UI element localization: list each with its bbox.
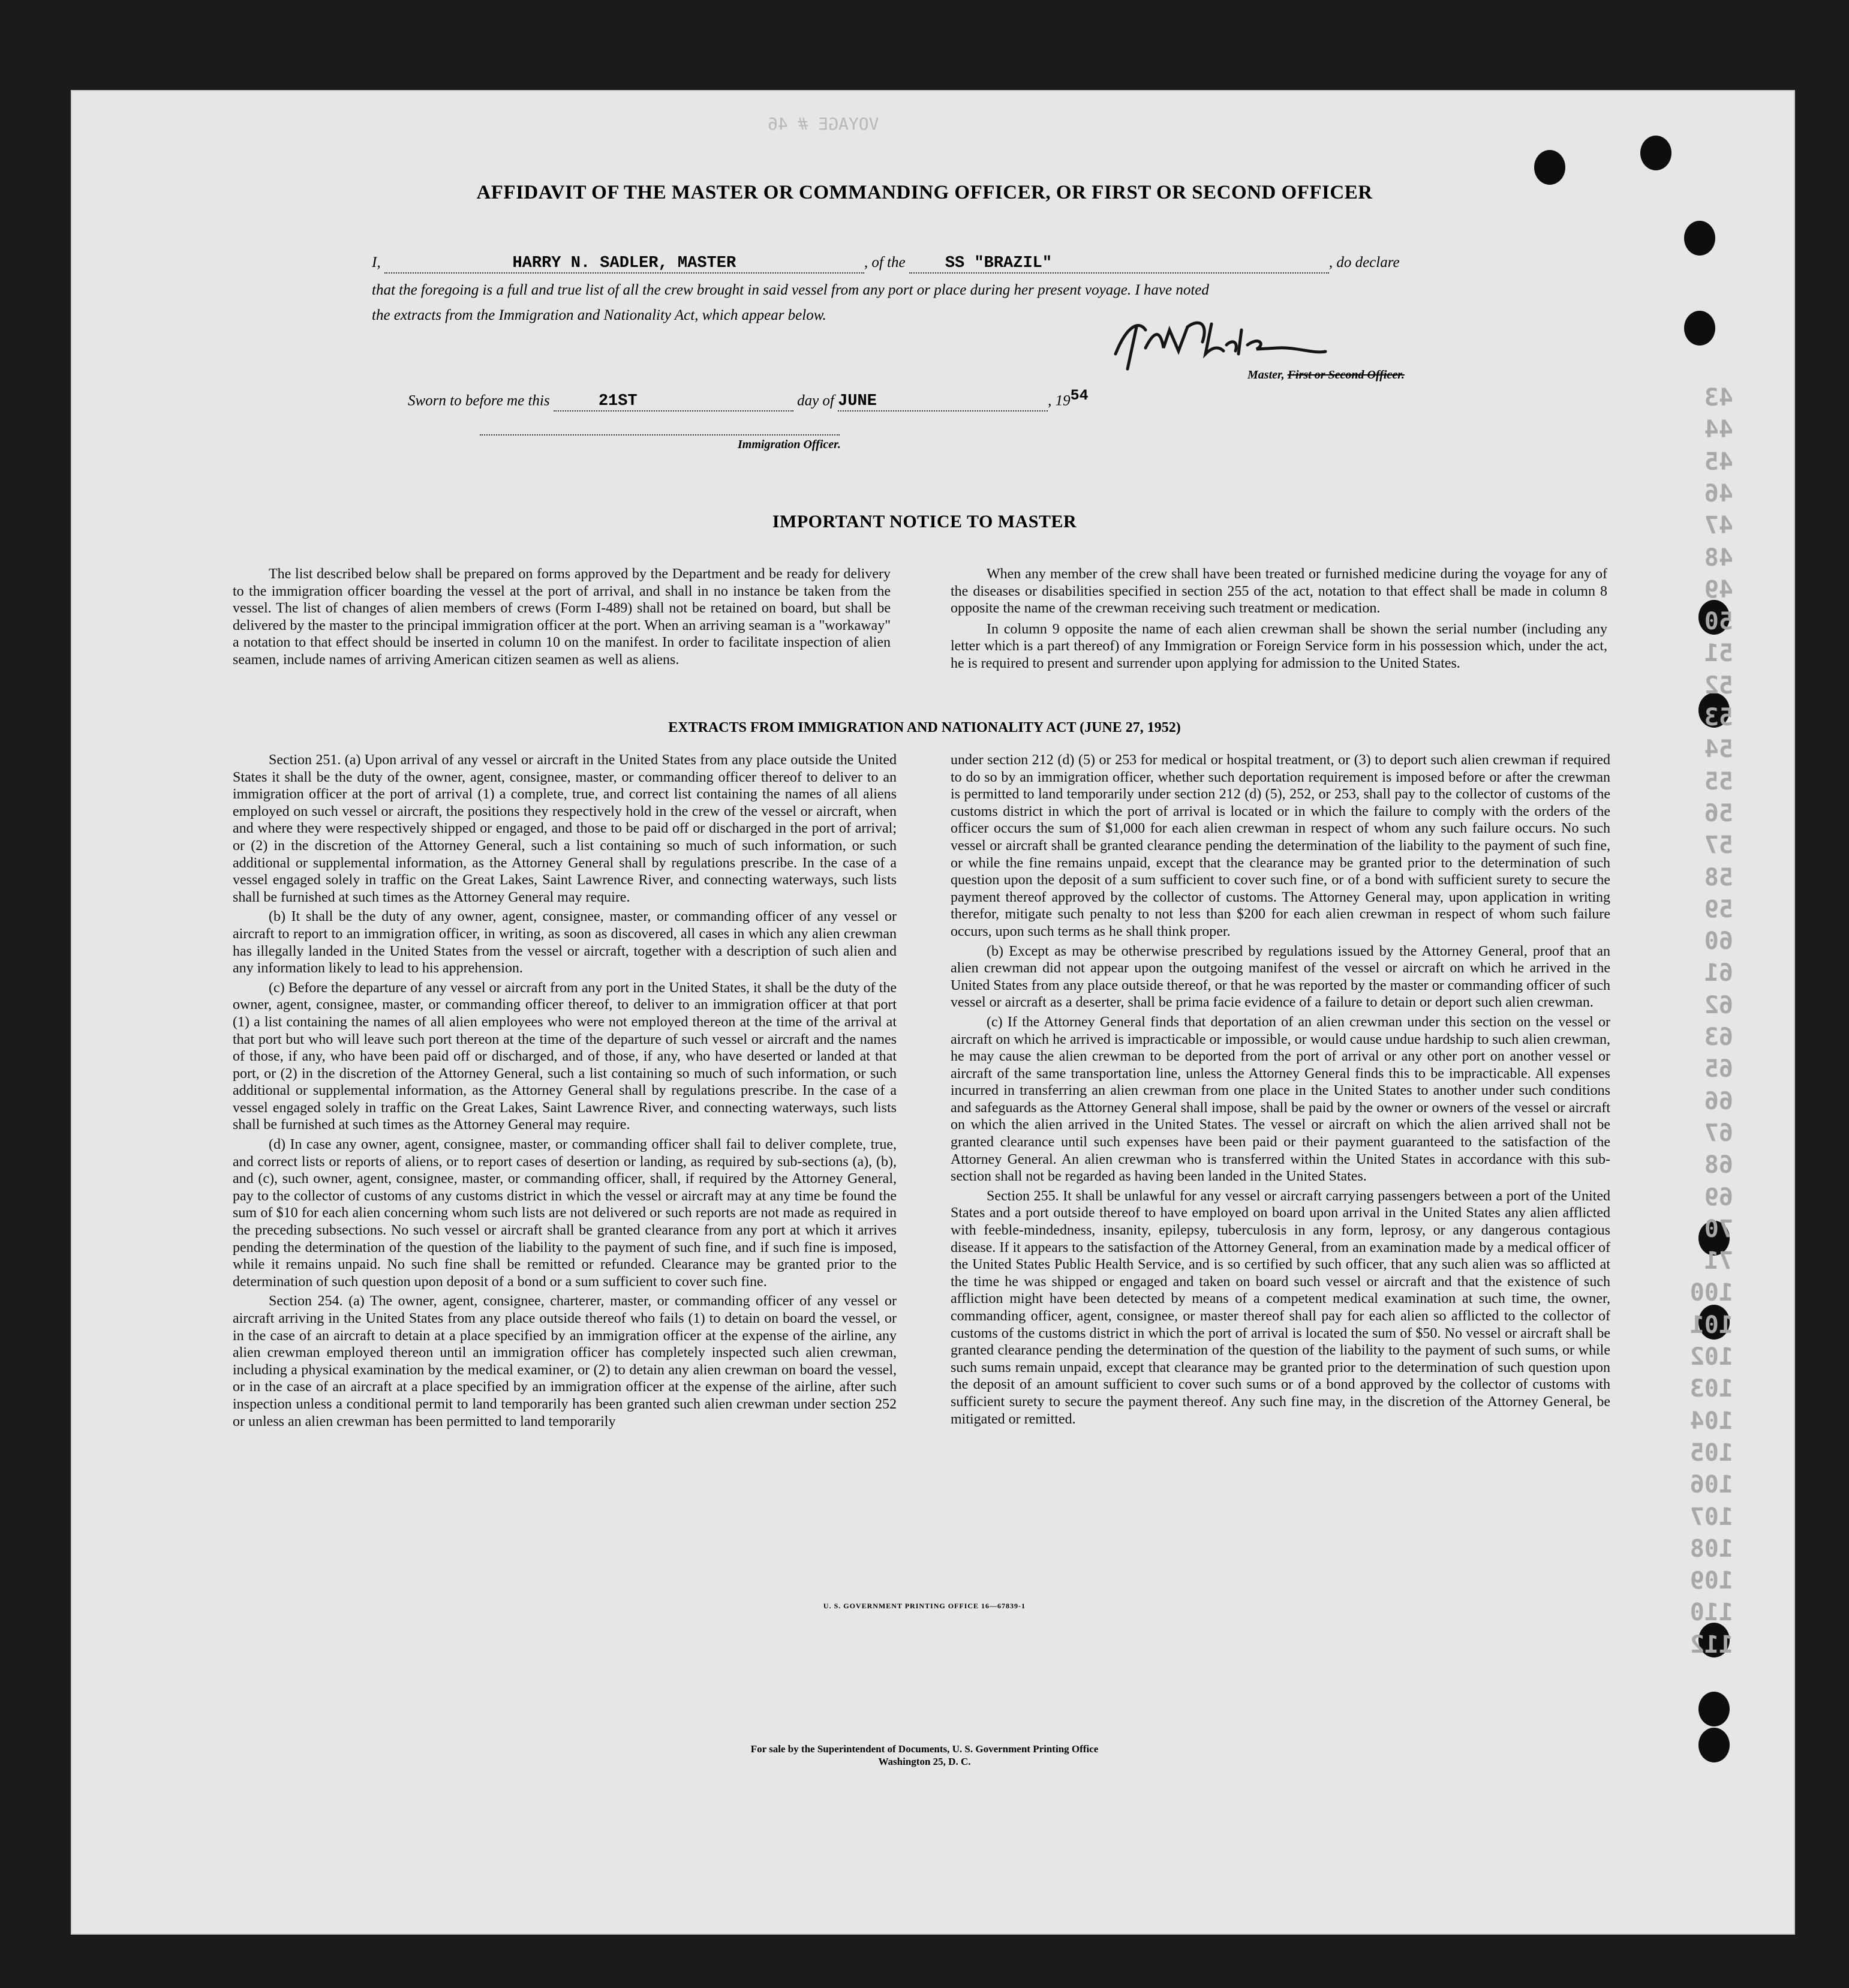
notice-right-paragraph: When any member of the crew shall have been treated or furnished medicine during the voyage for any of the diseases or disabilities specified in section 255 of the act, notation to that effect shall be made in column 8 opposite the name of the crewman receiving such treatment or medication. [951,566,1607,617]
for-sale-notice [0,1743,1849,1768]
bleed-through-number: 63 [1704,1023,1733,1051]
declaration-line [372,254,1400,274]
bleed-through-number: 109 [1689,1567,1733,1595]
bleed-through-number: 53 [1704,704,1733,731]
notice-right-paragraph: In column 9 opposite the name of each alien crewman shall be shown the serial number (including any letter which is a part thereof) of any Immigration or Foreign Service form in his possession which, under the act, he is required to present and surrender upon applying for admission to the United States. [951,621,1607,671]
extracts-right-column [951,752,1610,1430]
extracts-left-column [233,752,897,1433]
master-name: HARRY N. SADLER, MASTER [512,254,736,272]
bleed-through-number: 104 [1689,1407,1733,1435]
washington-line: Washington 25, D. C. [878,1756,971,1767]
bleed-through-number: 67 [1704,1119,1733,1147]
punch-hole [1698,1692,1730,1726]
notice-left-paragraph: The list described below shall be prepared on forms approved by the Department and be ready for delivery to the immigration officer boarding the vessel at the port of arrival, and shall in no instance be taken from the vessel. The list of changes of alien members of crews (Form I-489) shall not be retained on board, but shall be delivered by the master to the principal immigration officer at the port. When an arriving seaman is a "workaway" a notation to that effect should be inserted in column 10 on the manifest. In order to facilitate inspection of alien seamen, include names of arriving American citizen seamen as well as aliens. [233,566,891,668]
bleed-through-number: 100 [1689,1279,1733,1307]
bleed-through-number: 61 [1704,959,1733,987]
bleed-through-number: 49 [1704,575,1733,603]
signature-caption [1247,368,1405,382]
immigration-officer-caption: Immigration Officer. [738,438,841,451]
bleed-through-number: 45 [1704,448,1733,476]
extracts-title: EXTRACTS FROM IMMIGRATION AND NATIONALITY ACT (JUNE 27, 1952) [668,720,1181,735]
extract-paragraph: (c) If the Attorney General finds that deportation of an alien crewman under this section on the vessel or aircraft on which he arrived is impracticable or impossible, or would cause undue hardship to such alien crewman, he may cause the alien crewman to be deported from the port of arrival or any other port on another vessel or aircraft of the same transportation line, unless the Attorney General finds this to be impracticable. All expenses incurred in transferring an alien crewman from one place in the United States to another under such conditions and safeguards as the Attorney General shall impose, shall be paid by the owner or owners of the vessel or aircraft on which the alien arrived in the United States. The vessel or aircraft on which the alien arrived shall not be granted clearance until such expenses have been paid or their payment guaranteed to the satisfaction of the Attorney General. An alien crewman who is transferred within the United States in accordance with this sub-section shall not be regarded as having been landed in the United States. [951,1014,1610,1185]
sworn-day: 21ST [598,392,638,411]
notice-title: IMPORTANT NOTICE TO MASTER [772,512,1077,531]
declaration-prefix: I, [372,254,381,271]
notice-left-column [233,566,891,671]
bleed-through-number: 56 [1704,799,1733,827]
bleed-through-number: 52 [1704,671,1733,699]
bleed-through-number: 44 [1704,416,1733,444]
bleed-through-number: 58 [1704,863,1733,891]
sworn-label: Sworn to before me this [408,392,550,409]
affidavit-title: AFFIDAVIT OF THE MASTER OR COMMANDING OFFICER, OR FIRST OR SECOND OFFICER [476,182,1373,203]
bleed-through-number: 68 [1704,1151,1733,1179]
printing-office-line: U. S. GOVERNMENT PRINTING OFFICE 16—67839-1 [823,1602,1026,1610]
bleed-through-number: 102 [1689,1343,1733,1371]
of-the-label: , of the [864,254,906,271]
bleed-through-number: 60 [1704,927,1733,956]
extract-paragraph: (c) Before the departure of any vessel or aircraft from any port in the United States, it shall be the duty of the owner, agent, consignee, master, or commanding officer thereof, to deliver to an immigration officer at that port (1) a list containing the names of all alien employees who were not employed thereon at the time of the arrival at that port but who will leave such port thereon at the time of the departure of such vessel or aircraft and the names of those, if any, who have been paid off or discharged, and of those, if any, who have deserted or landed at that port, or (2) in the discretion of the Attorney General, such a list containing so much of such information, or such additional or supplemental information, as the Attorney General shall by regulations prescribe. In the case of a vessel engaged solely in traffic on the Great Lakes, Saint Lawrence River, and connecting waterways, such lists shall be furnished at such times as the Attorney General may require. [233,980,897,1133]
vessel-name: SS "BRAZIL" [945,254,1053,272]
bleed-through-number: 50 [1704,608,1733,636]
sworn-line [408,387,1089,412]
bleed-through-number: 105 [1689,1439,1733,1467]
bleed-through-number: 112 [1689,1630,1733,1659]
bleed-through-number: 55 [1704,767,1733,795]
punch-hole [1684,311,1715,346]
bleed-through-number: 43 [1704,384,1733,412]
bleed-through-number: 101 [1689,1311,1733,1339]
sworn-month: JUNE [838,392,877,411]
punch-hole [1640,136,1671,170]
punch-hole [1684,221,1715,256]
bleed-through-number: 48 [1704,543,1733,572]
bleed-through-number: 57 [1704,831,1733,860]
bleed-through-number: 51 [1704,639,1733,668]
bleed-through-number: 46 [1704,479,1733,507]
master-caption: Master, [1247,368,1285,382]
do-declare-label: , do declare [1328,254,1400,271]
extract-paragraph: (b) Except as may be otherwise prescribed by regulations issued by the Attorney General, proof that an alien crewman did not appear upon the outgoing manifest of the vessel or aircraft on which he arrived in the United States from any place outside thereof, or that he was reported by the master or commanding officer of such vessel or aircraft as a deserter, shall be prima facie evidence of a failure to detain or deport such alien crewman. [951,943,1610,1011]
bleed-through-number: 106 [1689,1471,1733,1499]
extract-paragraph: (b) It shall be the duty of any owner, agent, consignee, master, or commanding officer of any vessel or aircraft to report to an immigration officer, in writing, as soon as discovered, all cases in which any alien crewman has illegally landed in the United States from the vessel or aircraft, together with a description of such alien and any information likely to lead to his apprehension. [233,909,897,977]
extract-paragraph: (d) In case any owner, agent, consignee, master, or commanding officer shall fail to deliver complete, true, and correct lists or reports of aliens, or to report cases of desertion or landing, as required by sub-sections (a), (b), and (c), such owner, agent, consignee, master, or commanding officer, shall, if required by the Attorney General, pay to the collector of customs of any customs district in which the vessel or aircraft may at any time be found the sum of $10 for each alien concerning whom such lists are not delivered or such reports are not made as required in the preceding subsections. No such vessel or aircraft shall be granted clearance from any port at which it arrives pending the determination of the question of the liability to the payment of such fine, and if such fine is imposed, while it remains unpaid. No such fine shall be remitted or refunded. Clearance may be granted prior to the determination of such question upon deposit of a bond or a sum sufficient to cover such fine. [233,1137,897,1290]
bleed-through-number: 107 [1689,1503,1733,1531]
bleed-through-number: 70 [1704,1215,1733,1243]
struck-officer-caption: First or Second Officer. [1287,368,1405,382]
year-prefix: , 19 [1048,392,1071,409]
day-of-label: day of [797,392,834,409]
bleed-through-number: 110 [1689,1599,1733,1627]
punch-hole [1534,150,1565,185]
bleed-through-number: 71 [1704,1247,1733,1275]
bleed-through-number: 103 [1689,1375,1733,1403]
declaration-line-2: that the foregoing is a full and true list of all the crew brought in said vessel from any port or place during her present voyage. I have noted [372,282,1209,298]
bleed-through-number: 59 [1704,895,1733,923]
bleed-through-number: 54 [1704,735,1733,764]
notice-right-column [951,566,1607,675]
bleed-through-number: 66 [1704,1087,1733,1115]
bleed-through-number: 108 [1689,1534,1733,1563]
for-sale-line: For sale by the Superintendent of Documents, U. S. Government Printing Office [750,1743,1099,1755]
sworn-year: 54 [1070,387,1089,404]
extract-paragraph: Section 251. (a) Upon arrival of any vessel or aircraft in the United States from any place outside the United States it shall be the duty of the owner, agent, consignee, master, or commanding officer thereof to deliver to an immigration officer at the port of arrival (1) a complete, true, and correct list containing the names of all aliens employed on such vessel or aircraft, the positions they respectively hold in the crew of the vessel or aircraft, when and where they were respectively shipped or engaged, and those to be paid off or discharged in the port of arrival; or (2) in the discretion of the Attorney General, such a list containing so much of such information, or such additional or supplemental information, as the Attorney General shall by regulations prescribe. In the case of a vessel engaged solely in traffic on the Great Lakes, Saint Lawrence River, and connecting waterways, such lists shall be furnished at such times as the Attorney General may require. [233,752,897,905]
bleed-through-number: 62 [1704,991,1733,1019]
ghost-text: VOYAGE # 46 [768,114,879,134]
bleed-through-number: 65 [1704,1055,1733,1083]
bleed-through-number: 69 [1704,1183,1733,1211]
extract-paragraph: under section 212 (d) (5) or 253 for medical or hospital treatment, or (3) to deport such alien crewman if required to do so by an immigration officer, whether such deportation requirement is imposed before or after the crewman is permitted to land temporarily under section 212 (d) (5), 252, or 253, shall pay to the collector of customs of the customs district in which the port of arrival is located or in which the failure to comply with the orders of the officer occurs the sum of $1,000 for each alien crewman in respect of whom any such failure occurs. No such vessel or aircraft shall be granted clearance pending the determination of the liability to the payment of such fine, or while the fine remains unpaid, except that the clearance may be granted prior to the determination of such question upon the deposit of a sum sufficient to cover such fine, or of a bond with sufficient surety to secure the payment thereof approved by the collector of customs. The Attorney General may, upon application in writing therefor, mitigate such penalty to not less than $200 for each alien crewman in respect of whom such failure occurs, upon such terms as he shall think proper. [951,752,1610,939]
extract-paragraph: Section 254. (a) The owner, agent, consignee, charterer, master, or commanding officer of any vessel or aircraft arriving in the United States from any place outside thereof who fails (1) to detain on board the vessel, or in the case of an aircraft to detain at a place specified by an immigration officer at the expense of the airline, any alien crewman employed thereon until an immigration officer has completely inspected such alien crewman, including a physical examination by the medical examiner, or (2) to detain any alien crewman on board the vessel, or in the case of an aircraft at a place specified by an immigration officer at the expense of the airline, after such inspection unless a conditional permit to land temporarily has been granted such alien crewman under section 252 or unless an alien crewman has been permitted to land temporarily [233,1293,897,1430]
immigration-officer-line [480,434,840,436]
extract-paragraph: Section 255. It shall be unlawful for any vessel or aircraft carrying passengers between a port of the United States and a port outside thereof to have employed on board upon arrival in the United States any alien afflicted with feeble-mindedness, insanity, epilepsy, tuberculosis in any form, leprosy, or any dangerous contagious disease. If it appears to the satisfaction of the Attorney General, from an examination made by a medical officer of the United States Public Health Service, and is so certified by such officer, that any such alien was so afflicted at the time he was shipped or engaged and taken on board such vessel or aircraft and that the existence of such affliction might have been detected by means of a competent medical examination at such time, the owner, commanding officer, agent, consignee, or master thereof shall pay for each alien so afflicted to the collector of customs of the customs district in which the port of arrival is located the sum of $50. No vessel or aircraft shall be granted clearance pending the determination of the question of the liability to the payment of such sums, or while such sums remain unpaid, except that clearance may be granted prior to the determination of such question upon the deposit of an amount sufficient to cover such sums or of a bond approved by the collector of customs with sufficient surety to secure the payment thereof. Any such fine may, in the discretion of the Attorney General, be mitigated or remitted. [951,1188,1610,1427]
declaration-line-3: the extracts from the Immigration and Nationality Act, which appear below. [372,307,826,323]
bleed-through-number: 47 [1704,512,1733,540]
